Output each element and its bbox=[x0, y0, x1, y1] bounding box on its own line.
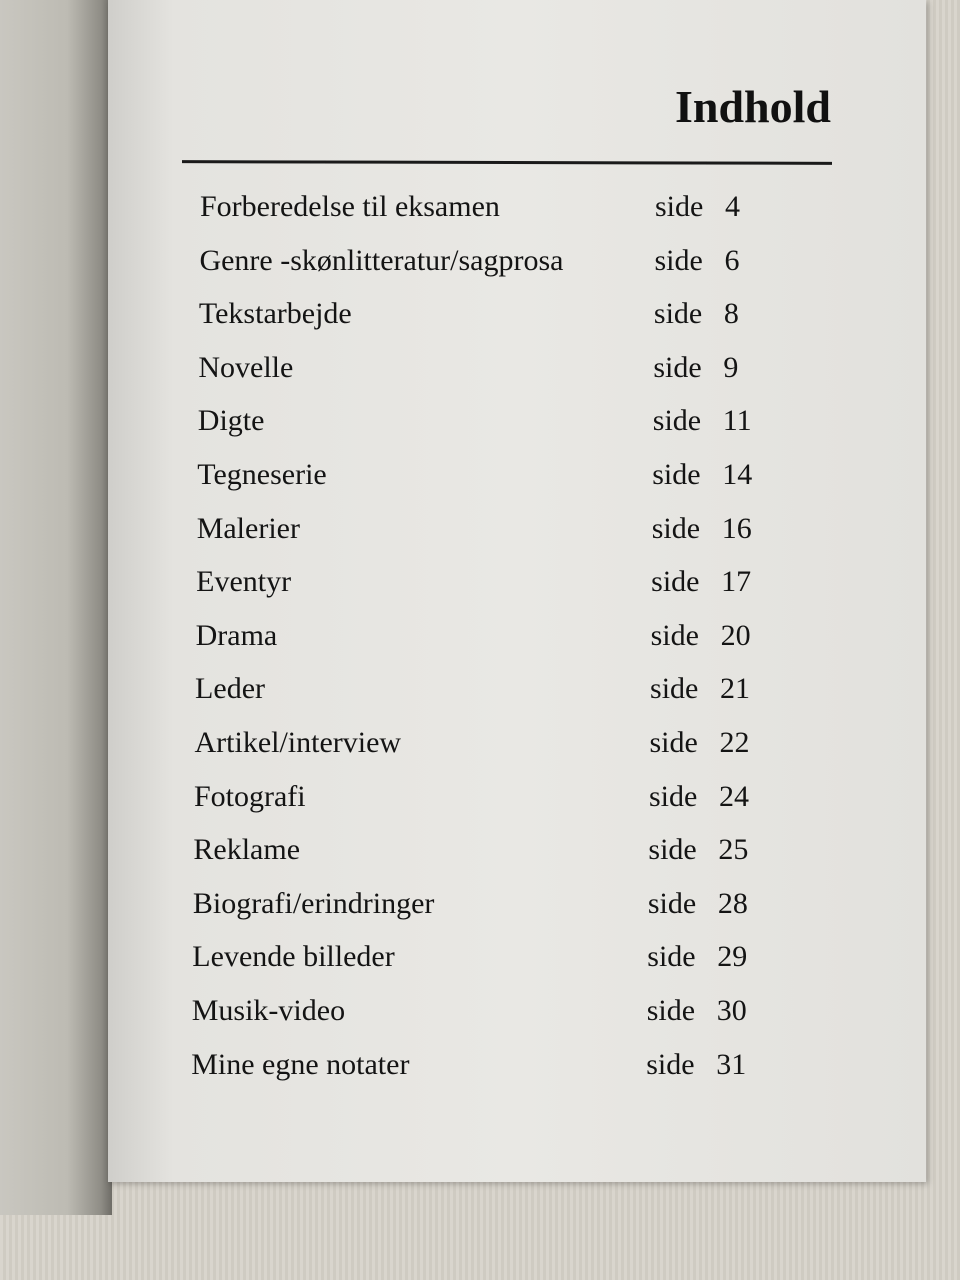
toc-entry-label: Malerier bbox=[196, 511, 300, 545]
toc-entry-label: Biografi/erindringer bbox=[192, 886, 435, 920]
toc-entry-label: Levende billeder bbox=[192, 940, 395, 974]
toc-entry-label: Tekstarbejde bbox=[198, 297, 352, 331]
page-title: Indhold bbox=[674, 81, 831, 132]
toc-page-number: 29 bbox=[717, 940, 748, 974]
toc-page-number: 4 bbox=[725, 190, 740, 223]
toc-page-number: 21 bbox=[720, 672, 751, 706]
toc-page-number: 31 bbox=[716, 1047, 747, 1081]
toc-page-number: 14 bbox=[722, 458, 753, 491]
toc-entry-label: Eventyr bbox=[196, 565, 292, 599]
toc-page-number: 28 bbox=[717, 886, 748, 920]
toc-entry-label: Mine egne notater bbox=[191, 1047, 410, 1081]
toc-page-number: 20 bbox=[720, 618, 751, 652]
toc-entry bbox=[200, 190, 840, 230]
toc-side-label: side bbox=[653, 350, 702, 384]
toc-entry-label: Leder bbox=[195, 672, 265, 706]
toc-side-label: side bbox=[652, 458, 701, 491]
toc-entry bbox=[191, 1048, 831, 1088]
toc-side-label: side bbox=[650, 672, 699, 706]
toc-side-label: side bbox=[649, 726, 698, 759]
toc-entry-label: Genre -skønlitteratur/sagprosa bbox=[199, 243, 564, 277]
title-divider bbox=[182, 160, 832, 165]
toc-entry bbox=[195, 726, 835, 766]
toc-page-number: 8 bbox=[723, 297, 739, 331]
toc-page-number: 30 bbox=[716, 994, 747, 1027]
toc-entry-label: Reklame bbox=[193, 833, 301, 867]
toc-entry-label: Musik-video bbox=[191, 994, 346, 1027]
toc-entry bbox=[197, 458, 837, 498]
book-page bbox=[108, 0, 926, 1182]
toc-page-number: 17 bbox=[721, 565, 752, 599]
toc-entry-label: Fotografi bbox=[193, 779, 306, 813]
toc-entry bbox=[192, 994, 832, 1034]
toc-side-label: side bbox=[647, 940, 696, 974]
toc-side-label: side bbox=[651, 565, 700, 599]
toc-entry-label: Drama bbox=[195, 618, 278, 652]
toc-page-number: 24 bbox=[718, 779, 749, 813]
toc-side-label: side bbox=[647, 886, 697, 920]
toc-page-number: 22 bbox=[719, 726, 750, 759]
toc-entry bbox=[196, 565, 836, 605]
toc-page-number: 11 bbox=[722, 404, 752, 438]
toc-side-label: side bbox=[651, 511, 701, 545]
toc-entry bbox=[198, 404, 838, 444]
toc-entry bbox=[193, 887, 833, 927]
toc-entry bbox=[195, 672, 835, 712]
toc-side-label: side bbox=[646, 1047, 695, 1081]
toc-entry-label: Novelle bbox=[198, 350, 294, 384]
toc-side-label: side bbox=[646, 994, 696, 1027]
left-page-edge bbox=[0, 0, 112, 1215]
toc-entry-label: Forberedelse til eksamen bbox=[200, 190, 500, 223]
toc-side-label: side bbox=[652, 404, 702, 438]
toc-entry bbox=[199, 297, 839, 337]
toc-side-label: side bbox=[655, 190, 704, 223]
toc-entry-label: Tegneserie bbox=[197, 458, 327, 491]
toc-entry bbox=[192, 940, 832, 980]
toc-entry bbox=[196, 619, 836, 659]
toc-side-label: side bbox=[654, 243, 703, 277]
toc-entry bbox=[194, 780, 834, 820]
toc-page-number: 16 bbox=[721, 511, 752, 545]
toc-entry-label: Artikel/interview bbox=[194, 726, 402, 759]
toc-side-label: side bbox=[648, 779, 698, 813]
toc-side-label: side bbox=[653, 297, 703, 331]
toc-entry bbox=[193, 833, 833, 873]
toc-entry-label: Digte bbox=[197, 404, 265, 438]
toc-page-number: 9 bbox=[723, 350, 739, 384]
toc-entry bbox=[199, 244, 839, 284]
toc-entry bbox=[198, 351, 838, 391]
toc-side-label: side bbox=[648, 833, 697, 867]
toc-entry bbox=[197, 512, 837, 552]
toc-side-label: side bbox=[650, 618, 699, 652]
toc-page-number: 6 bbox=[724, 243, 740, 277]
toc-page-number: 25 bbox=[718, 833, 749, 867]
